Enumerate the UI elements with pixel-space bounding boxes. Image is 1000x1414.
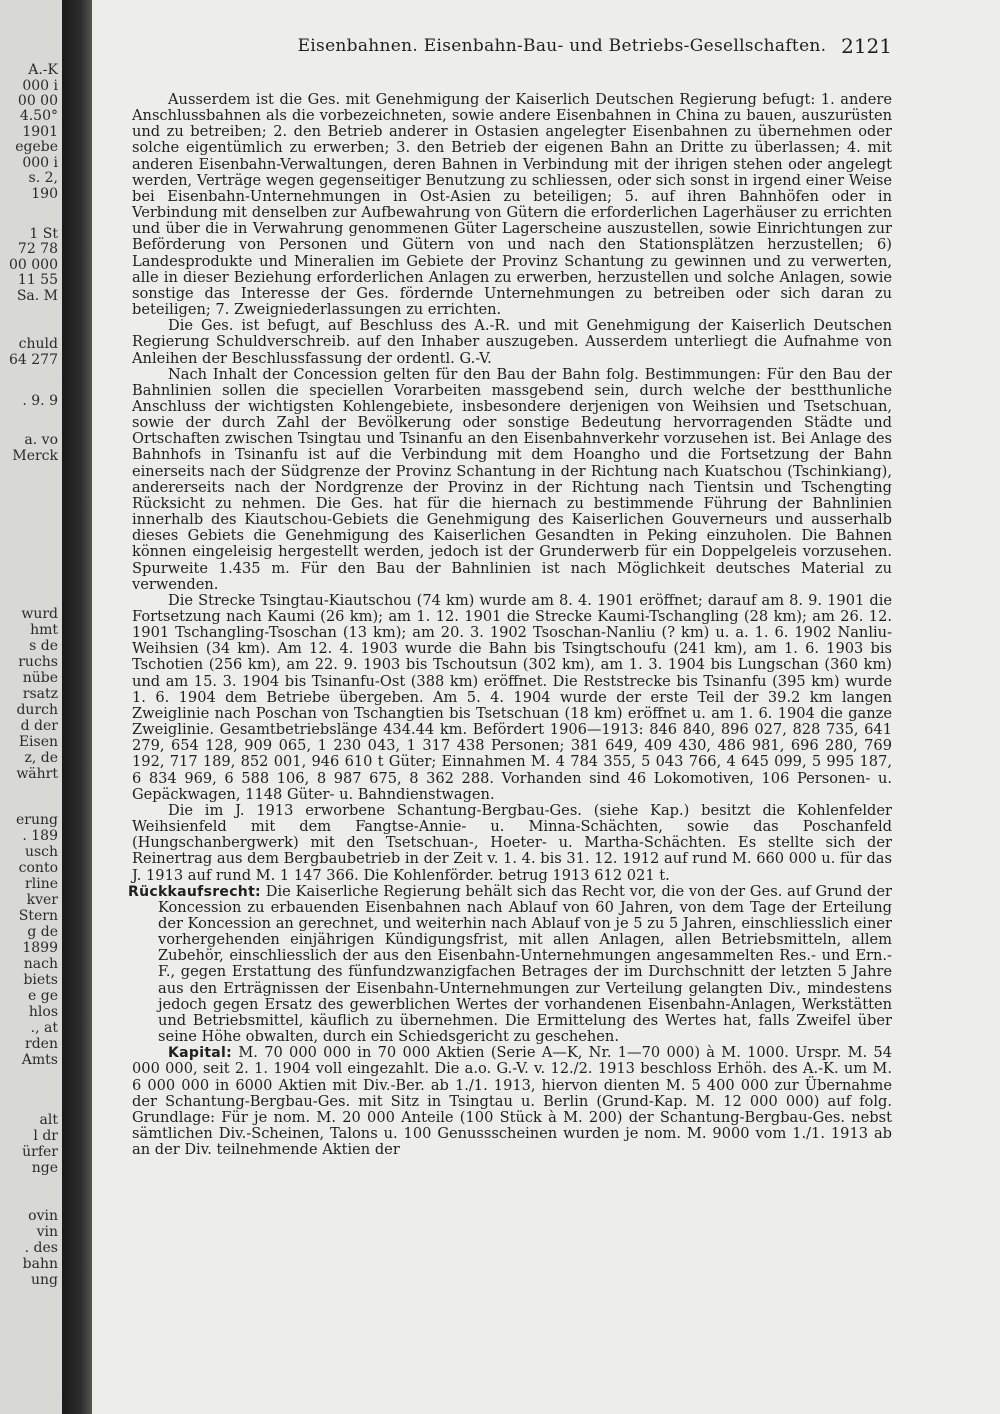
margin-fragment: chuld (18, 336, 58, 352)
margin-fragment: a. vo (24, 432, 58, 448)
margin-fragment: d der (20, 718, 58, 734)
margin-fragment: Stern (18, 908, 58, 924)
margin-fragment: nübe (22, 670, 58, 686)
margin-fragment: ovin (28, 1208, 58, 1224)
margin-fragment: rsatz (22, 686, 58, 702)
margin-fragment: . 189 (22, 828, 58, 844)
margin-fragment: z, de (24, 750, 58, 766)
margin-fragment: nach (23, 956, 58, 972)
margin-fragment: hmt (30, 622, 58, 638)
margin-fragment: . des (24, 1240, 58, 1256)
margin-fragment: . 9. 9 (22, 393, 58, 409)
margin-fragment: wurd (21, 606, 58, 622)
margin-fragment: durch (16, 702, 58, 718)
margin-fragment: rline (25, 876, 58, 892)
margin-fragment: ung (31, 1272, 58, 1288)
margin-fragment: Eisen (18, 734, 58, 750)
margin-fragment: 00 00 (17, 93, 58, 109)
margin-fragment: s. 2, (28, 170, 58, 186)
margin-fragment: ruchs (18, 654, 58, 670)
margin-fragment: währt (16, 766, 58, 782)
margin-fragment: alt (39, 1112, 58, 1128)
margin-fragment: 00 000 (9, 257, 58, 273)
margin-fragment: conto (18, 860, 58, 876)
margin-fragment: ., at (30, 1020, 58, 1036)
margin-fragment: vin (36, 1224, 58, 1240)
capital-text: M. 70 000 000 in 70 000 Aktien (Serie A—K, Nr. 1—70 000) à M. 1000. Urspr. M. 54 000 000, seit 2. 1. 1904 voll eingezahlt. Die a.o. G.-V. v. 12./2. 1913 beschloss Erhöh. des A.-K. um M. 6 000 000 in 6000 Aktien mit Div.-Ber. ab 1./1. 1913, hiervon dienten M. 5 400 000 zur Übernahme der Schantung-Bergbau-Ges. mit Sitz in Tsingtau u. Berlin (Grund-Kap. M. 12 000 000) auf folg. Grundlage: Für je nom. M. 20 000 Anteile (100 Stück à M. 200) der Schantung-Bergbau-Ges. nebst sämtlichen Div.-Scheinen, Talons u. 100 Genussscheinen wurden je nom. M. 9000 vom 1./1. 1913 ab an der Div. teilnehmende Aktien der (132, 1044, 892, 1159)
paragraph-mining: Die im J. 1913 erworbene Schantung-Bergbau-Ges. (siehe Kap.) besitzt die Kohlenfelder Weihsienfeld mit dem Fangtse-Annie- u. Minna-Schächten, sowie das Poschanfeld (Hungschanbergwerk) mit den Tsetschuan-, Hoeter- u. Martha-Schächten. Es stellte sich der Reinertrag aus dem Bergbaubetrieb in der Zeit v. 1. 4. bis 31. 12. 1912 auf rund M. 660 000 u. für das J. 1913 auf rund M. 1 147 366. Die Kohlenförder. betrug 1913 612 021 t. (132, 801, 892, 884)
margin-fragment: 4.50° (19, 108, 58, 124)
section-label-buyback: Rückkaufsrecht: (128, 883, 261, 900)
paragraph-concession: Nach Inhalt der Concession gelten für den Bau der Bahn folg. Bestimmungen: Für den Bau der Bahnlinien sollen die speciellen Vorarbeiten massgebend sein, durch welche der bestthunliche Anschluss der wichtigsten Kohlengebiete, insbesondere derjenigen von Weihsien und Tsetschuan, sowie der durch Zahl der Bevölkerung oder sonstige Bedeutung hervorragenden Städte und Ortschaften zwischen Tsingtau und Tsinanfu an den Eisenbahnverkehr vorzusehen ist. Bei Anlage des Bahnhofs in Tsinanfu ist auf die Verbindung mit dem Hoangho und die Fortsetzung der Bahn einerseits nach der Südgrenze der Provinz Schantung in der Richtung nach Kuatschou (Tschinkiang), andererseits nach der Nordgrenze der Provinz in der Richtung nach Tientsin und Tschengting Rücksicht zu nehmen. Die Ges. hat für die hiernach zu bestimmende Führung der Bahnlinien innerhalb des Kiautschou-Gebiets die Genehmigung des Kaiserlichen Gouverneurs und ausserhalb dieses Gebiets die Genehmigung des Kaiserlichen Gesandten in Peking einzuholen. Die Bahnen können eingeleisig hergestellt werden, jedoch ist der Grunderwerb für ein Doppelgeleis vorzusehen. Spurweite 1.435 m. Für den Bau der Bahnlinien ist nach Möglichkeit deutsches Material zu verwenden. (132, 365, 892, 593)
paragraph-capital (132, 1045, 892, 1158)
margin-fragment: nge (31, 1160, 58, 1176)
margin-fragment: ürfer (22, 1144, 58, 1160)
margin-fragment: 1 St (29, 226, 58, 242)
margin-fragment: e ge (28, 988, 58, 1004)
paragraph-route-history: Die Strecke Tsingtau-Kiautschou (74 km) wurde am 8. 4. 1901 eröffnet; darauf am 8. 9. 1901 die Fortsetzung nach Kaumi (26 km); am 1. 12. 1901 die Strecke Kaumi-Tschangling (28 km); am 26. 12. 1901 Tschangling-Tsoschan (13 km); am 20. 3. 1902 Tsoschan-Nanliu (? km) u. a. 1. 6. 1902 Nanliu-Weihsien (34 km). Am 12. 4. 1903 wurde die Bahn bis Tsingtschoufu (241 km), am 1. 6. 1903 bis Tschotien (256 km), am 22. 9. 1903 bis Tschoutsun (302 km), am 1. 3. 1904 bis Lungschan (360 km) und am 15. 3. 1904 bis Tsinanfu-Ost (388 km) eröffnet. Die Reststrecke bis Tsinanfu (395 km) wurde 1. 6. 1904 dem Betriebe übergeben. Am 5. 4. 1904 wurde der erste Teil der 39.2 km langen Zweiglinie nach Poschan von Tschangtien bis Tsetschuan (18 km) eröffnet u. am 1. 6. 1904 die ganze Zweiglinie. Gesamtbetriebslänge 434.44 km. Befördert 1906—1913: 846 840, 896 027, 828 735, 641 279, 654 128, 909 065, 1 230 043, 1 317 438 Personen; 381 649, 409 430, 486 981, 696 280, 769 192, 717 189, 852 001, 946 610 t Güter; Einnahmen M. 4 784 355, 5 043 766, 4 645 099, 5 995 187, 6 834 969, 6 588 106, 8 987 675, 8 362 288. Vorhanden sind 46 Lokomotiven, 106 Personen- u. Gepäckwagen, 1148 Güter- u. Bahndienstwagen. (132, 591, 892, 803)
margin-fragment: 190 (31, 186, 58, 202)
margin-fragment: bahn (22, 1256, 58, 1272)
margin-fragment: 11 55 (17, 272, 58, 288)
margin-fragment: Merck (12, 448, 58, 464)
margin-fragment: egebe (15, 139, 58, 155)
paragraph-buyback (128, 882, 892, 1046)
margin-fragment: 64 277 (9, 352, 58, 368)
margin-fragment: 1901 (22, 124, 58, 140)
margin-fragment: l dr (33, 1128, 58, 1144)
margin-fragment: biets (23, 972, 58, 988)
margin-fragment: 000 i (22, 155, 58, 171)
section-label-capital: Kapital: (168, 1045, 233, 1062)
body-text (128, 91, 892, 1159)
margin-fragment: Amts (21, 1052, 58, 1068)
margin-fragment: rden (25, 1036, 58, 1052)
margin-fragment: kver (26, 892, 58, 908)
margin-fragment: erung (16, 812, 58, 828)
paragraph-bonds: Die Ges. ist befugt, auf Beschluss des A.-R. und mit Genehmigung der Kaiserlich Deutschen Regierung Schuldverschreib. auf den Inhaber auszugeben. Ausserdem unterliegt die Aufnahme von Anleihen der Beschlussfassung der ordentl. G.-V. (132, 317, 892, 367)
margin-fragment: usch (24, 844, 58, 860)
adjacent-page-margin (0, 0, 62, 1414)
margin-fragment: 000 i (22, 78, 58, 94)
margin-fragment: 1899 (22, 940, 58, 956)
margin-fragment: A.-K (28, 62, 58, 78)
page-number: 2121 (841, 34, 892, 58)
document-page (92, 0, 1000, 1414)
paragraph-powers: Ausserdem ist die Ges. mit Genehmigung der Kaiserlich Deutschen Regierung befugt: 1. andere Anschlussbahnen als die vorbezeichneten, sowie andere Eisenbahnen in China zu bauen, auszurüsten und zu betreiben; 2. den Betrieb anderer in Ostasien angelegter Eisenbahnen zu übernehmen oder solche eigentümlich zu erwerben; 3. den Betrieb der eigenen Bahn an Dritte zu überlassen; 4. mit anderen Eisenbahn-Verwaltungen, deren Bahnen in Verbindung mit der ihrigen stehen oder angelegt werden, Verträge wegen gegenseitiger Benutzung zu schliessen, oder sich sonst in irgend einer Weise bei Eisenbahn-Unternehmungen in Ost-Asien zu beteiligen; 5. auf ihren Bahnhöfen oder in Verbindung mit denselben zur Aufbewahrung von Gütern die erforderlichen Lagerhäuser zu errichten und über die in Verwahrung genommenen Güter Lagerscheine auszustellen, sowie Einrichtungen zur Beförderung von Personen und Gütern von und nach den Stationsplätzen herzustellen; 6) Landesprodukte und Mineralien im Gebiete der Provinz Schantung zu gewinnen und zu verwerten, alle in dieser Beziehung erforderlichen Anlagen zu erwerben, herzustellen und solche Anlagen, sowie sonstige das Interesse der Ges. fördernde Unternehmungen zu betreiben oder sich daran zu beteiligen; 7. Zweigniederlassungen zu errichten. (132, 91, 892, 319)
margin-fragment: s de (29, 638, 58, 654)
running-title: Eisenbahnen. Eisenbahn-Bau- und Betriebs-Gesellschaften. (297, 36, 827, 56)
buyback-text: Die Kaiserliche Regierung behält sich das Recht vor, die von der Ges. auf Grund der Koncession zu erbauenden Eisenbahnen nach Ablauf von 60 Jahren, von dem Tage der Erteilung der Koncession an gerechnet, und weiterhin nach Ablauf von je 5 zu 5 Jahren, einschliesslich einer vorhergehenden einjährigen Kündigungsfrist, mit allen Anlagen, allen Betriebsmitteln, allem Zubehör, einschliesslich der aus den Eisenbahn-Unternehmungen angesammelten Res.- und Ern.-F., gegen Erstattung des fünfundzwanzigfachen Betrages der im Durchschnitt der letzten 5 Jahre aus den Erträgnissen der Eisenbahn-Unternehmungen zur Verteilung gelangten Div., mindestens jedoch gegen Ersatz des gewerblichen Wertes der vorhandenen Eisenbahn-Anlagen, Werkstätten und Betriebsmittel, käuflich zu übernehmen. Die Ermittelung des Wertes hat, falls Zweifel über seine Höhe obwalten, durch ein Schiedsgericht zu geschehen. (158, 882, 892, 1046)
margin-fragment: hlos (28, 1004, 58, 1020)
margin-fragment: 72 78 (17, 241, 58, 257)
margin-fragment: g de (27, 924, 58, 940)
book-gutter (62, 0, 92, 1414)
margin-fragment: Sa. M (16, 288, 58, 304)
